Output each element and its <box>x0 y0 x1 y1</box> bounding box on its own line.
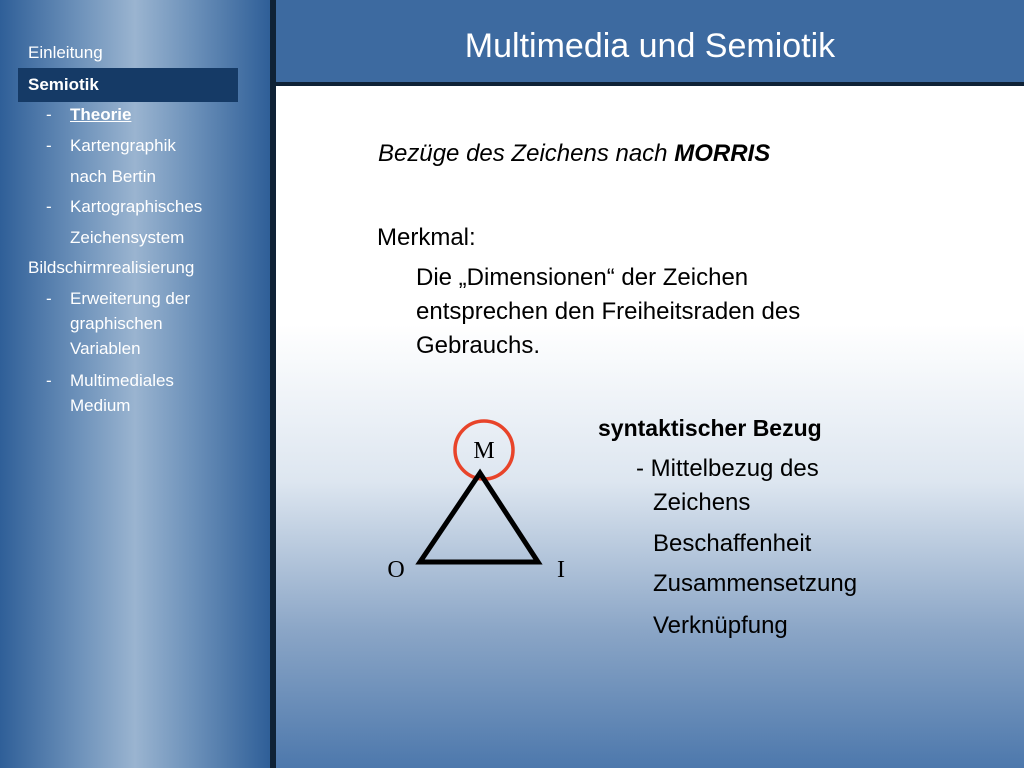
subtitle-emphasis: MORRIS <box>674 140 771 167</box>
slide-subtitle <box>378 137 770 171</box>
sidebar-subitem-label: Erweiterung der <box>70 289 191 308</box>
sidebar-subitem-kartographisches-zeichensystem[interactable] <box>46 194 256 250</box>
list-dash: - <box>46 136 52 155</box>
list-dash: - <box>46 371 52 390</box>
sidebar-item-bildschirmrealisierung[interactable]: Bildschirmrealisierung <box>28 258 195 277</box>
sidebar-navigation <box>0 0 270 768</box>
syntactic-line: Zusammensetzung <box>653 570 858 597</box>
syntactic-line: Beschaffenheit <box>653 530 812 557</box>
semiotic-triangle-diagram <box>380 410 580 600</box>
vertex-label-m: M <box>473 438 495 464</box>
sidebar-subitem-label: Multimediales <box>70 371 174 390</box>
merkmal-label: Merkmal: <box>377 224 476 251</box>
sidebar-subitem-multimediales-medium[interactable] <box>46 368 256 420</box>
syntactic-line: Verknüpfung <box>653 612 788 639</box>
sidebar-subitem-label: Zeichensystem <box>70 228 185 247</box>
list-dash: - <box>46 197 52 216</box>
sidebar-subitem-label: Kartengraphik <box>70 136 176 155</box>
subtitle-text: Bezüge des Zeichens nach <box>378 140 675 167</box>
sidebar-subitem-label: Kartographisches <box>70 197 203 216</box>
merkmal-text-line: Gebrauchs. <box>416 332 541 359</box>
sidebar-subitem-label: graphischen <box>70 314 163 333</box>
sidebar-subitem-erweiterung[interactable] <box>46 286 256 362</box>
merkmal-text-line: entsprechen den Freiheitsraden des <box>416 298 801 325</box>
sidebar-subitem-theorie[interactable] <box>46 102 256 127</box>
syntactic-title: syntaktischer Bezug <box>598 415 822 441</box>
sidebar-item-semiotik[interactable]: Semiotik <box>18 68 238 102</box>
page-title: Multimedia und Semiotik <box>464 27 836 65</box>
list-dash: - <box>46 289 52 308</box>
sidebar-subitem-label: Variablen <box>70 339 141 358</box>
merkmal-text-line: Die „Dimensionen“ der Zeichen <box>416 264 749 291</box>
sidebar-subitem-label: Medium <box>70 396 131 415</box>
sidebar-item-einleitung[interactable]: Einleitung <box>28 43 103 62</box>
sidebar-subitem-label: nach Bertin <box>70 167 156 186</box>
vertex-label-i: I <box>557 557 565 583</box>
triangle-shape <box>420 473 538 562</box>
sidebar-subitem-kartengraphik[interactable] <box>46 133 256 189</box>
sidebar-subitem-label: Theorie <box>70 105 132 124</box>
slide-header <box>276 0 1024 86</box>
vertex-label-o: O <box>387 557 405 583</box>
syntactic-line: Zeichens <box>653 489 751 516</box>
list-dash: - <box>46 105 52 124</box>
syntactic-line: - Mittelbezug des <box>636 455 819 482</box>
